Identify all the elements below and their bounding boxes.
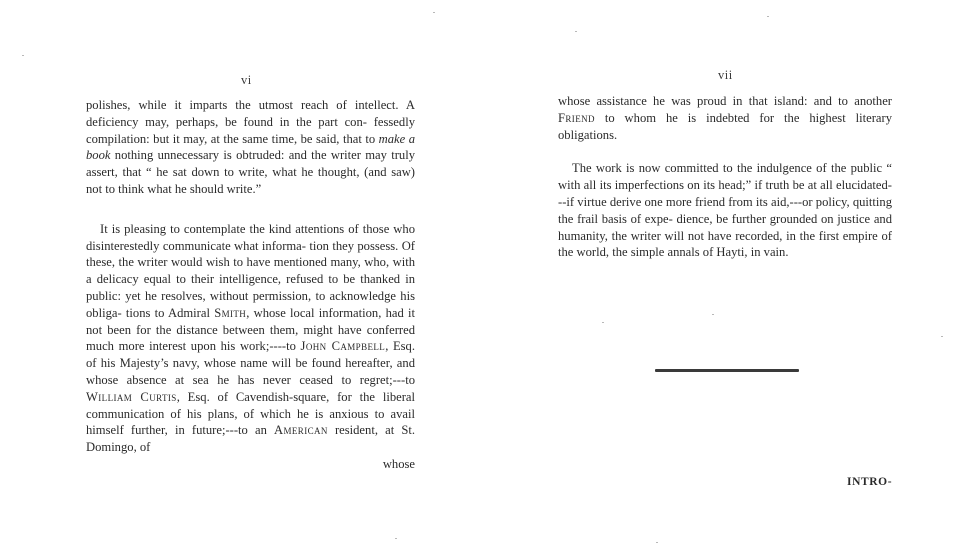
section-divider-rule xyxy=(655,369,799,372)
text-line: polishes, while it imparts the utmost reach of intellect. xyxy=(86,98,399,112)
italic-phrase: make a book xyxy=(86,131,415,163)
text-line: should write.” xyxy=(189,181,262,196)
text-line: fessedly compilation: but it may, at the same time, be xyxy=(86,114,415,146)
right-paragraph-1 xyxy=(558,93,892,143)
text-line: write, what he thought, (and saw) not to think what he xyxy=(86,165,415,196)
right-page-text xyxy=(558,93,892,261)
text-run: , Esq. of his Majesty’s navy, whose name will be found hereafter, and whose absence at sea he has never ceased to regret;---to xyxy=(86,339,416,387)
scan-speck xyxy=(22,55,24,56)
page-number-right: vii xyxy=(718,68,733,82)
text-run: , Esq. of Cavendish-square, for the liberal communication of his plans, of which he is anxious to avail himself further, in future;---to an xyxy=(86,389,415,438)
right-paragraph-2: The work is now committed to the indulgence of the public “ with all its imperfections on its head;” if truth be at all elucidated---if virtue derive one more friend from its aid,---or policy, quitting the frail basis of expe- dience, be further grounded on justice and humanity, the writer will not have recorded, in the first empire of the world, the simple annals of Hayti, in vain. xyxy=(558,161,892,260)
left-paragraph-2 xyxy=(86,221,415,456)
left-paragraph-1 xyxy=(86,97,415,198)
left-page-catchword: whose xyxy=(382,456,415,471)
text-run: whose assistance he was proud in that island: and to another xyxy=(558,94,892,108)
page-number-left: vi xyxy=(241,73,252,87)
text-line: said, that to xyxy=(316,131,379,146)
scan-speck xyxy=(656,542,658,543)
name-john-campbell: John Campbell xyxy=(300,339,386,354)
text-run: It is pleasing to contemplate the kind attentions of those who disinterestedly communicate what informa- tion they possess. Of these, the writer would wish to have mentioned many, who, with a delicacy equal to their intelligence, refused to be thanked in public: yet he resolves, without permission, to acknowledge his obliga- tions to Admiral xyxy=(86,221,415,320)
left-page-text xyxy=(86,97,415,473)
scan-speck xyxy=(767,16,769,17)
scan-speck xyxy=(575,31,577,32)
text-line: and the writer may truly assert, that “ he sat down to xyxy=(86,148,415,180)
text-line: nothing unnecessary is obtruded: xyxy=(110,148,285,163)
scan-speck xyxy=(395,538,397,539)
text-line: A deficiency may, perhaps, be found in the part con- xyxy=(86,98,415,129)
text-run: resident, at St. Domingo, of xyxy=(86,423,415,455)
name-american: American xyxy=(274,423,328,438)
name-friend: Friend xyxy=(558,110,595,125)
scan-speck xyxy=(941,336,943,337)
scan-speck xyxy=(602,322,604,323)
text-run: to whom he is indebted for the highest literary obligations. xyxy=(558,110,892,142)
name-smith: Smith xyxy=(214,305,247,320)
text-run: , whose local information, had it not been for the distance between them, might have conferred much more interest upon his work;----to xyxy=(86,305,416,354)
catchword-intro: INTRO- xyxy=(847,476,893,488)
name-william-curtis: William Curtis xyxy=(86,389,177,404)
scan-speck xyxy=(712,314,714,315)
scan-speck xyxy=(433,12,435,13)
